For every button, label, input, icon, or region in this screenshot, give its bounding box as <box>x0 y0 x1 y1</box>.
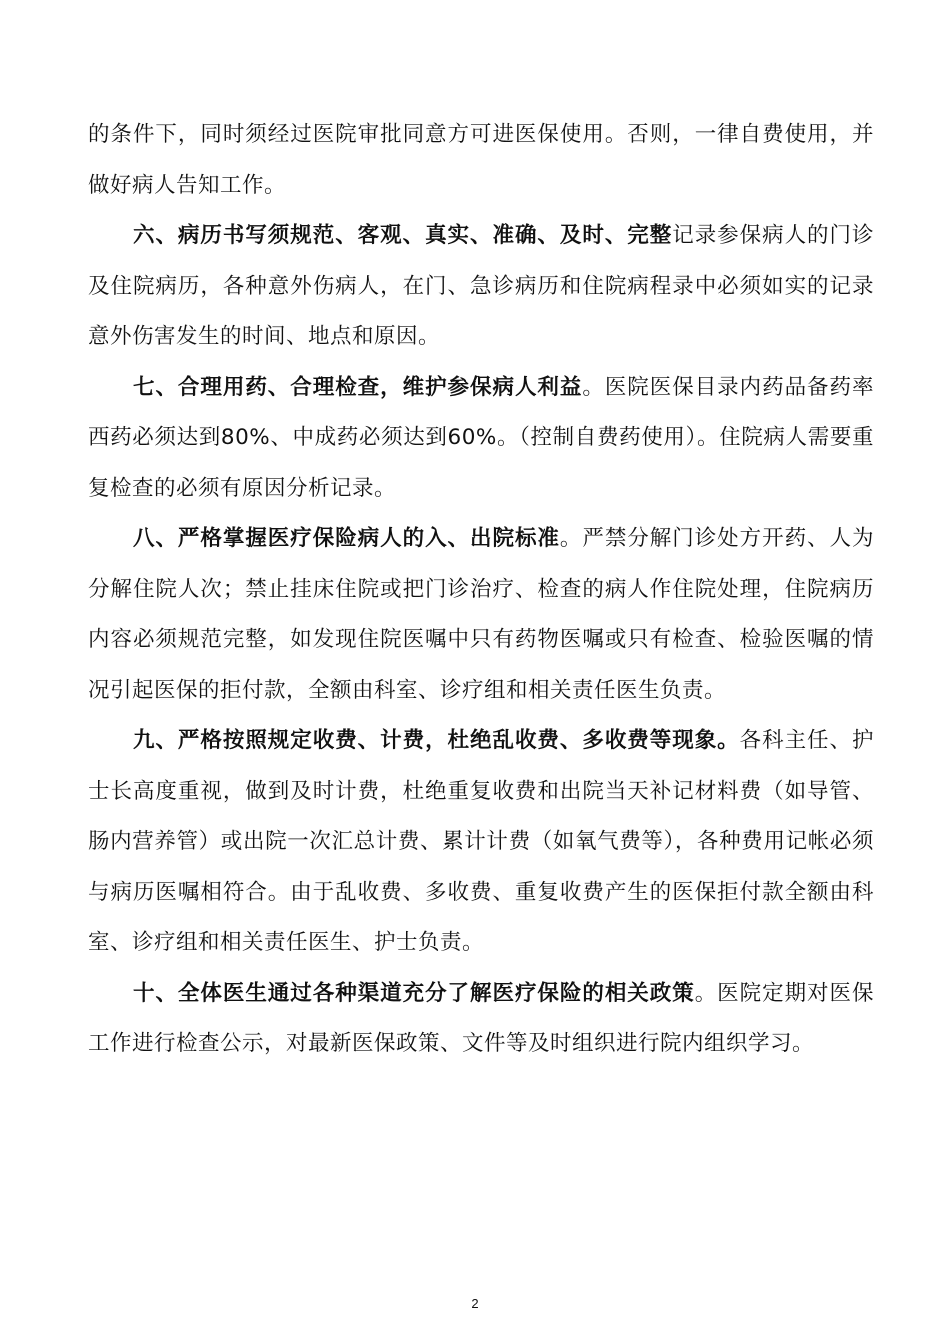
paragraph-item-7 <box>88 363 874 515</box>
paragraph-text: 。医院医保目录内药品备药率西药必须达到80%、中成药必须达到60%。（控制自费药使用）。住院病人需要重复检查的必须有原因分析记录。 <box>88 374 874 501</box>
paragraph-heading: 十、全体医生通过各种渠道充分了解医疗保险的相关政策 <box>133 980 695 1006</box>
paragraph-item-10 <box>88 969 874 1070</box>
paragraph-heading: 七、合理用药、合理检查，维护参保病人利益 <box>133 374 583 400</box>
paragraph-text: 各科主任、护士长高度重视，做到及时计费，杜绝重复收费和出院当天补记材料费（如导管、肠内营养管）或出院一次汇总计费、累计计费（如氧气费等），各种费用记帐必须与病历医嘱相符合。由于乱收费、多收费、重复收费产生的医保拒付款全额由科室、诊疗组和相关责任医生、护士负责。 <box>88 728 874 955</box>
paragraph-text: 。严禁分解门诊处方开药、人为分解住院人次；禁止挂床住院或把门诊治疗、检查的病人作住院处理，住院病历内容必须规范完整，如发现住院医嘱中只有药物医嘱或只有检查、检验医嘱的情况引起医保的拒付款，全额由科室、诊疗组和相关责任医生负责。 <box>88 526 874 703</box>
paragraph-heading: 九、严格按照规定收费、计费，杜绝乱收费、多收费等现象。 <box>133 728 740 753</box>
document-body <box>88 110 874 1070</box>
paragraph-text: 。医院定期对医保工作进行检查公示，对最新医保政策、文件等及时组织进行院内组织学习。 <box>88 980 874 1056</box>
paragraph-text: 记录参保病人的门诊及住院病历，各种意外伤病人，在门、急诊病历和住院病程录中必须如实的记录意外伤害发生的时间、地点和原因。 <box>88 223 874 349</box>
paragraph-continuation <box>88 110 874 211</box>
paragraph-item-9 <box>88 716 874 969</box>
paragraph-item-6 <box>88 211 874 363</box>
page-number: 2 <box>471 1296 479 1311</box>
paragraph-heading: 八、严格掌握医疗保险病人的入、出院标准 <box>133 526 560 551</box>
paragraph-item-8 <box>88 514 874 716</box>
paragraph-heading: 六、病历书写须规范、客观、真实、准确、及时、完整 <box>133 223 673 248</box>
paragraph-text: 的条件下，同时须经过医院审批同意方可进医保使用。否则，一律自费使用，并做好病人告知工作。 <box>88 122 874 198</box>
